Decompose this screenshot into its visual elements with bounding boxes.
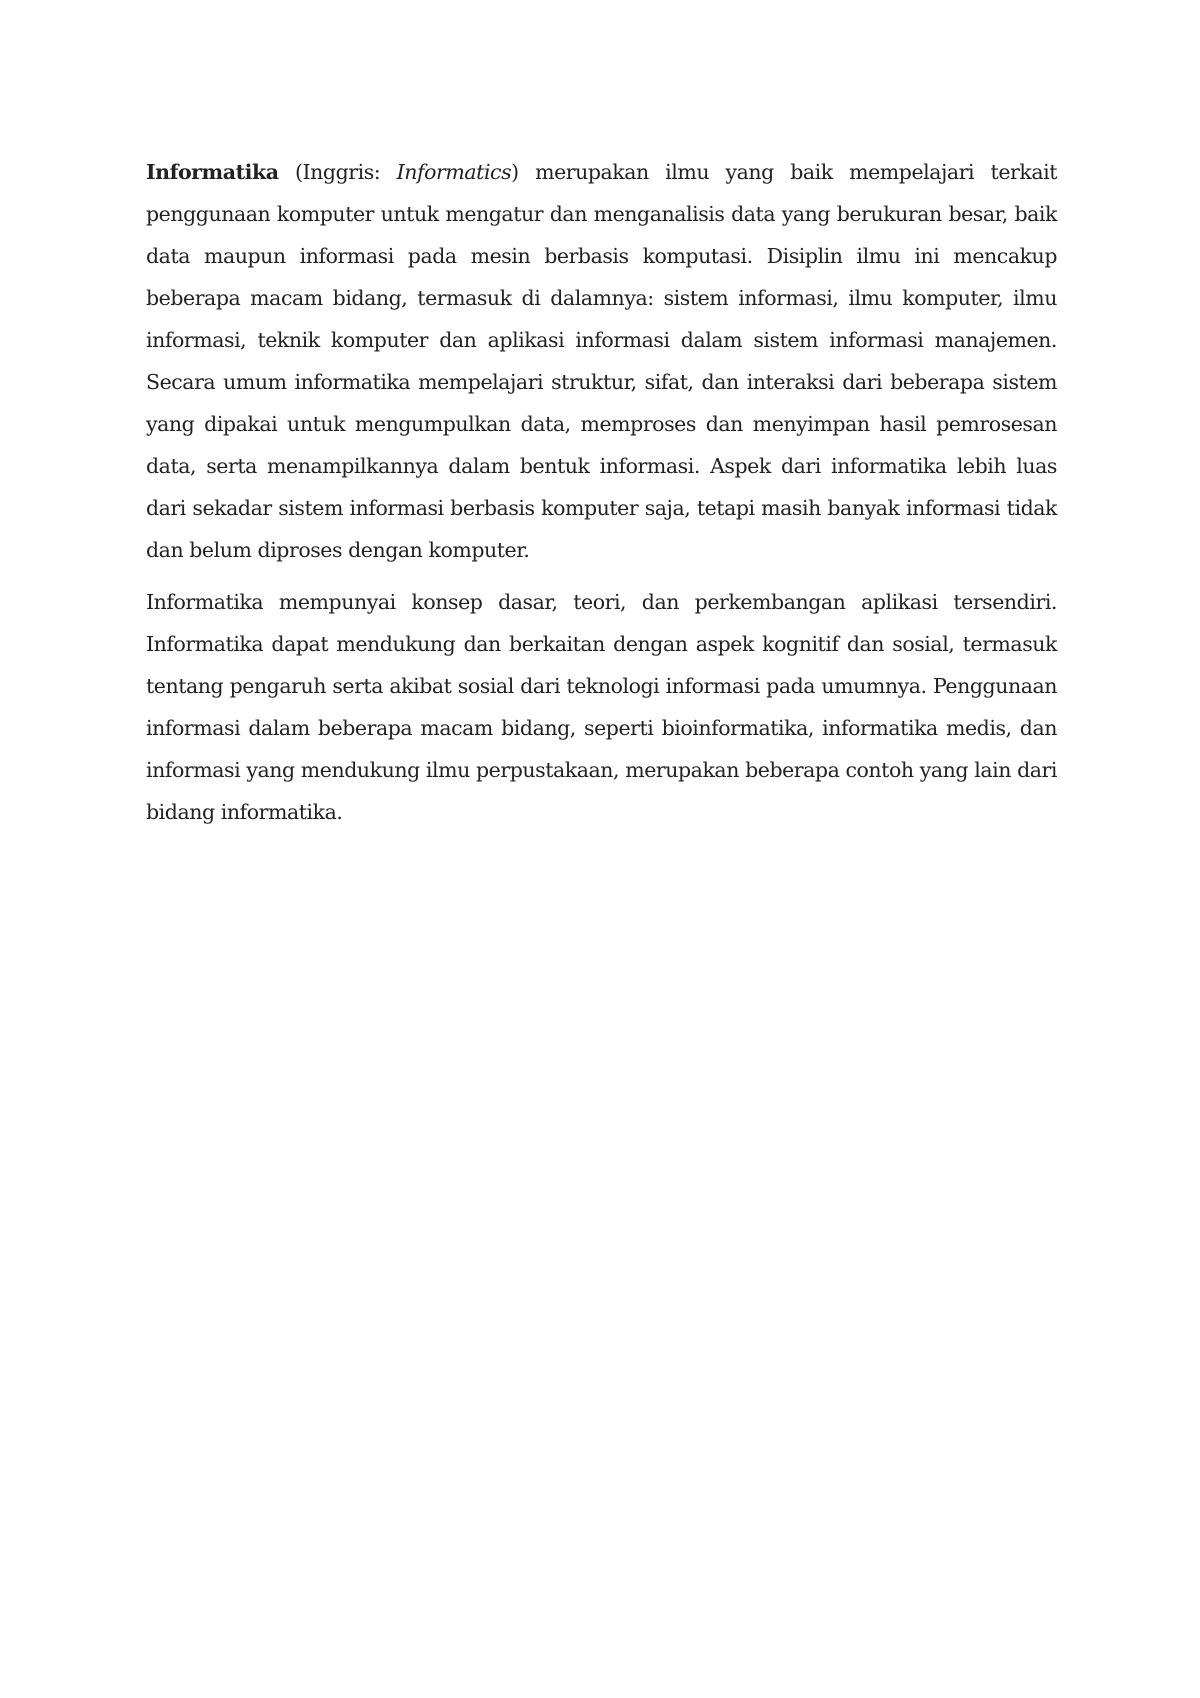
- paren-open-text: (Inggris:: [278, 160, 397, 184]
- document-body: [146, 151, 1057, 833]
- paragraph-second: Informatika mempunyai konsep dasar, teori, dan perkembangan aplikasi tersendiri. Informatika dapat mendukung dan berkaitan dengan aspek kognitif dan sosial, termasuk tentang pengaruh serta akibat sosial dari teknologi informasi pada umumnya. Penggunaan informasi dalam beberapa macam bidang, seperti bioinformatika, informatika medis, dan informasi yang mendukung ilmu perpustakaan, merupakan beberapa contoh yang lain dari bidang informatika.: [146, 590, 1057, 824]
- paragraph-intro-body: ) merupakan ilmu yang baik mempelajari terkait penggunaan komputer untuk mengatur dan menganalisis data yang berukuran besar, baik data maupun informasi pada mesin berbasis komputasi. Disiplin ilmu ini mencakup beberapa macam bidang, termasuk di dalamnya: sistem informasi, ilmu komputer, ilmu informasi, teknik komputer dan aplikasi informasi dalam sistem informasi manajemen. Secara umum informatika mempelajari struktur, sifat, dan interaksi dari beberapa sistem yang dipakai untuk mengumpulkan data, memproses dan menyimpan hasil pemrosesan data, serta menampilkannya dalam bentuk informasi. Aspek dari informatika lebih luas dari sekadar sistem informasi berbasis komputer saja, tetapi masih banyak informasi tidak dan belum diproses dengan komputer.: [146, 160, 1057, 562]
- term-bold: Informatika: [146, 160, 279, 184]
- term-english-italic: Informatics: [396, 160, 512, 184]
- paragraph-intro: [146, 151, 1057, 571]
